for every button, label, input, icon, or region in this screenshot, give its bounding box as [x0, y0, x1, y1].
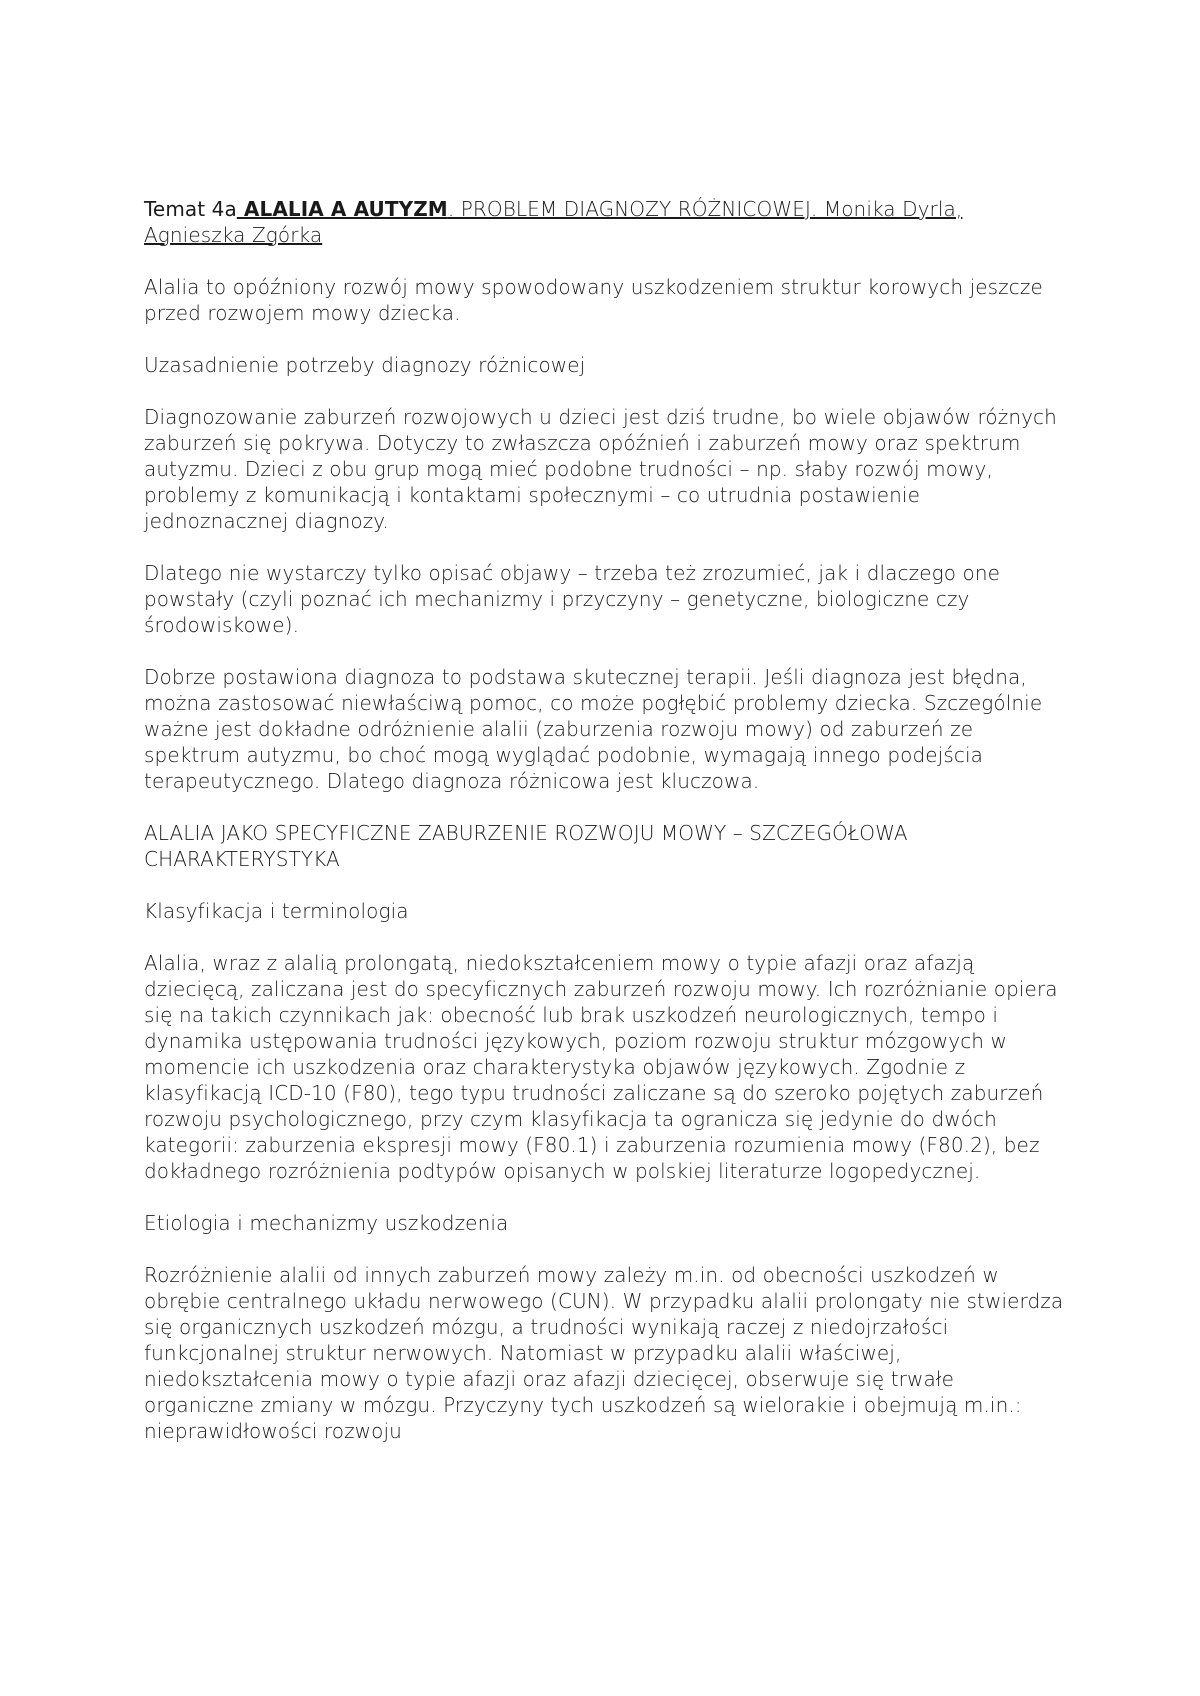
paragraph-therapy: Dobrze postawiona diagnoza to podstawa skutecznej terapii. Jeśli diagnoza jest błędna, można zastosować niewłaściwą pomoc, co może pogłębić problemy dziecka. Szczególnie ważne jest dokładne odróżnienie alalii (zaburzenia rozwoju mowy) od zaburzeń ze spektrum autyzmu, bo choć mogą wyglądać podobnie, wymagają innego podejścia terapeutycznego. Dlatego diagnoza różnicowa jest kluczowa. [144, 665, 1043, 793]
title-main: ALALIA A AUTYZM [236, 197, 448, 221]
document-title [144, 196, 1069, 248]
document-page [144, 196, 1069, 1470]
paragraph-etiology: Rozróżnienie alalii od innych zaburzeń mowy zależy m.in. od obecności uszkodzeń w obrębie centralnego układu nerwowego (CUN). W przypadku alalii prolongaty nie stwierdza się organicznych uszkodzeń mózgu, a trudności wynikają raczej z niedojrzałości funkcjonalnej struktur nerwowych. Natomiast w przypadku alalii właściwej, niedokształcenia mowy o typie afazji oraz afazji dziecięcej, obserwuje się trwałe organiczne zmiany w mózgu. Przyczyny tych uszkodzeń są wielorakie i obejmują m.in.: nieprawidłowości rozwoju [144, 1263, 1064, 1443]
section-heading-alalia: ALALIA JAKO SPECYFICZNE ZABURZENIE ROZWOJU MOWY – SZCZEGÓŁOWA CHARAKTERYSTYKA [144, 821, 908, 871]
title-prefix: Temat 4a [144, 197, 237, 221]
section-heading-justification: Uzasadnienie potrzeby diagnozy różnicowej [144, 353, 586, 377]
title-subtitle: . PROBLEM DIAGNOZY RÓŻNICOWEJ. Monika Dyrla, Agnieszka Zgórka [144, 197, 963, 247]
section-heading-etiology: Etiologia i mechanizmy uszkodzenia [144, 1211, 509, 1235]
paragraph-mechanisms: Dlatego nie wystarczy tylko opisać objawy – trzeba też zrozumieć, jak i dlaczego one powstały (czyli poznać ich mechanizmy i przyczyny – genetyczne, biologiczne czy środowiskowe). [144, 561, 1001, 637]
paragraph-classification: Alalia, wraz z alalią prolongatą, niedokształceniem mowy o typie afazji oraz afazją dziecięcą, zaliczana jest do specyficznych zaburzeń rozwoju mowy. Ich rozróżnianie opiera się na takich czynnikach jak: obecność lub brak uszkodzeń neurologicznych, tempo i dynamika ustępowania trudności językowych, poziom rozwoju struktur mózgowych w momencie ich uszkodzenia oraz charakterystyka objawów językowych. Zgodnie z klasyfikacją ICD-10 (F80), tego typu trudności zaliczane są do szeroko pojętych zaburzeń rozwoju psychologicznego, przy czym klasyfikacja ta ogranicza się jedynie do dwóch kategorii: zaburzenia ekspresji mowy (F80.1) i zaburzenia rozumienia mowy (F80.2), bez dokładnego rozróżnienia podtypów opisanych w polskiej literaturze logopedycznej. [144, 951, 1058, 1183]
paragraph-definition: Alalia to opóźniony rozwój mowy spowodowany uszkodzeniem struktur korowych jeszcze przed rozwojem mowy dziecka. [144, 275, 1043, 325]
section-heading-classification: Klasyfikacja i terminologia [144, 899, 409, 923]
paragraph-diagnosis-difficulty: Diagnozowanie zaburzeń rozwojowych u dzieci jest dziś trudne, bo wiele objawów różnych zaburzeń się pokrywa. Dotyczy to zwłaszcza opóźnień i zaburzeń mowy oraz spektrum autyzmu. Dzieci z obu grup mogą mieć podobne trudności – np. słaby rozwój mowy, problemy z komunikacją i kontaktami społecznymi – co utrudnia postawienie jednoznacznej diagnozy. [144, 405, 1057, 533]
